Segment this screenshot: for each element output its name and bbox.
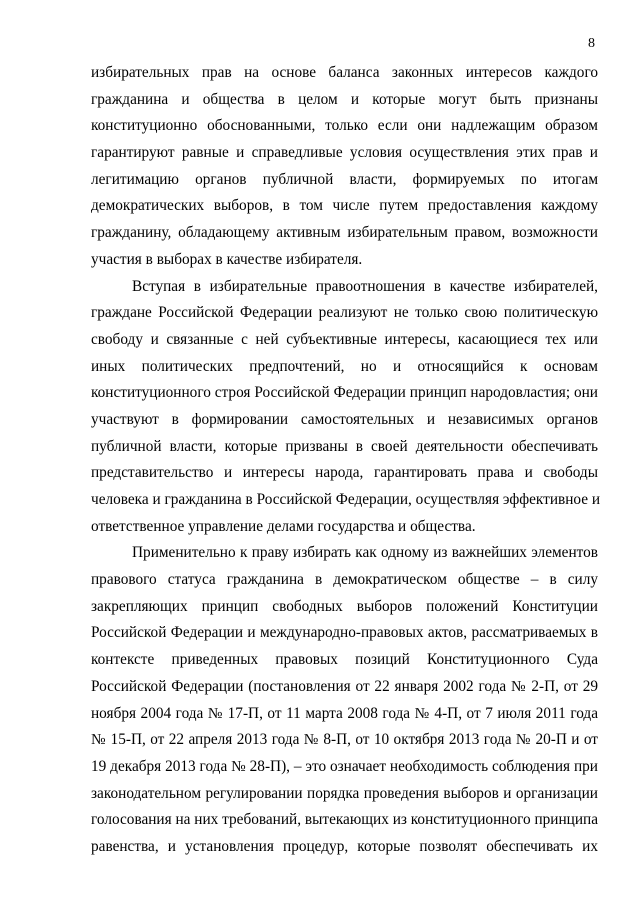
- text-line: избирательных прав на основе баланса законных интересов каждого: [91, 64, 598, 81]
- text-line: равенства, и установления процедур, которые позволят обеспечивать их: [91, 837, 598, 855]
- text-line: демократических выборов, в том числе путем предоставления каждому: [91, 197, 598, 215]
- text-line: гражданина и общества в целом и которые могут быть признаны: [91, 90, 598, 108]
- text-line: Применительно к праву избирать как одному из важнейших элементов: [132, 544, 598, 562]
- text-line: участия в выборах в качестве избирателя.: [91, 250, 363, 268]
- text-line: конституционного строя Российской Федерации принцип народовластия; они: [91, 384, 598, 402]
- text-line: правового статуса гражданина в демократическом обществе – в силу: [91, 571, 598, 589]
- text-line: конституционно обоснованными, только если они надлежащим образом: [91, 117, 598, 135]
- text-line: свободу и связанные с ней субъективные интересы, касающиеся тех или: [91, 330, 598, 348]
- text-line: гарантируют равные и справедливые условия осуществления этих прав и: [91, 144, 598, 162]
- text-line: легитимацию органов публичной власти, формируемых по итогам: [91, 170, 598, 188]
- text-line: граждане Российской Федерации реализуют не только свою политическую: [91, 304, 598, 322]
- page-number: 8: [588, 36, 595, 51]
- text-line: участвуют в формировании самостоятельных и независимых органов: [91, 410, 598, 428]
- text-line: человека и гражданина в Российской Федерации, осуществляя эффективное и: [91, 491, 601, 508]
- text-line: ноября 2004 года № 17-П, от 11 марта 2008 года № 4-П, от 7 июля 2011 года: [91, 704, 598, 722]
- text-line: 19 декабря 2013 года № 28-П), – это означает необходимость соблюдения при: [91, 757, 598, 775]
- text-line: Российской Федерации (постановления от 22 января 2002 года № 2-П, от 29: [91, 677, 598, 695]
- text-line: публичной власти, которые призваны в своей деятельности обеспечивать: [91, 437, 598, 455]
- text-line: Российской Федерации и международно-правовых актов, рассматриваемых в: [91, 624, 598, 642]
- paragraph: [91, 540, 598, 860]
- document-body: [91, 60, 601, 861]
- text-line: голосования на них требований, вытекающих из конституционного принципа: [91, 811, 599, 829]
- text-line: закрепляющих принцип свободных выборов положений Конституции: [91, 597, 598, 615]
- paragraph: [91, 60, 598, 274]
- text-line: законодательном регулировании порядка проведения выборов и организации: [91, 784, 598, 802]
- text-line: иных политических предпочтений, но и относящийся к основам: [91, 357, 598, 375]
- paragraph: [91, 274, 601, 541]
- text-line: контексте приведенных правовых позиций Конституционного Суда: [91, 651, 598, 669]
- text-line: гражданину, обладающему активным избирательным правом, возможности: [91, 224, 598, 242]
- text-line: № 15-П, от 22 апреля 2013 года № 8-П, от 10 октября 2013 года № 20-П и от: [91, 731, 598, 749]
- text-line: Вступая в избирательные правоотношения в качестве избирателей,: [132, 277, 598, 295]
- text-line: ответственное управление делами государства и общества.: [91, 517, 476, 535]
- text-line: представительство и интересы народа, гарантировать права и свободы: [91, 464, 598, 482]
